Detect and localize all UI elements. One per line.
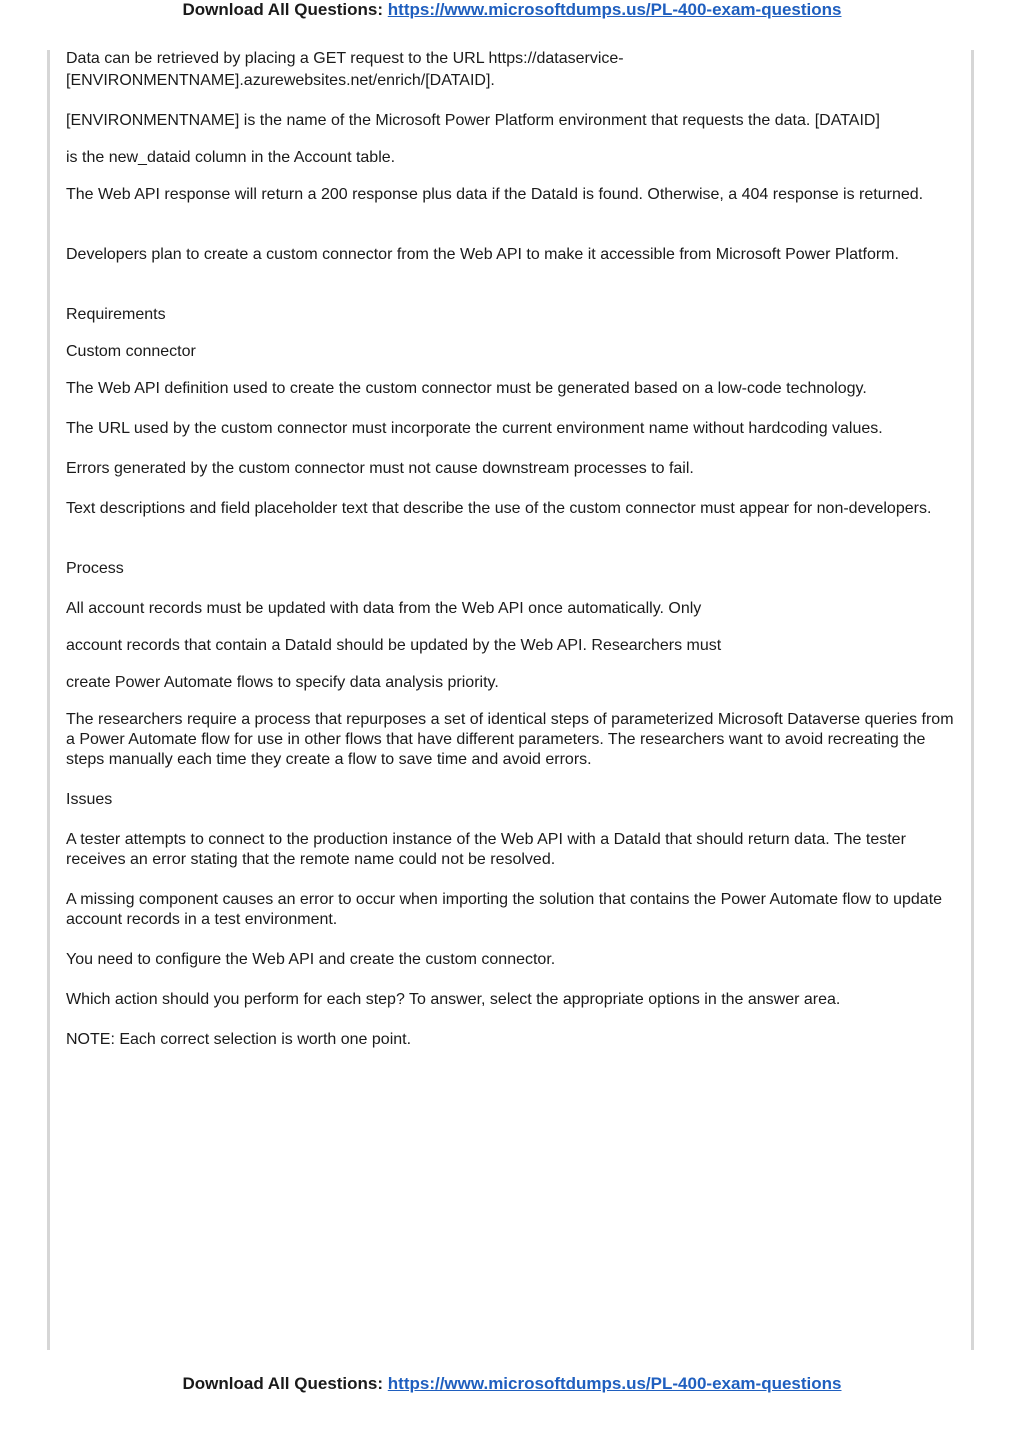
paragraph: You need to configure the Web API and create the custom connector.	[66, 951, 556, 968]
section-heading: Process	[66, 560, 124, 577]
header-banner	[0, 0, 1024, 20]
paragraph: Data can be retrieved by placing a GET request to the URL https://dataservice-	[66, 50, 624, 67]
paragraph: Text descriptions and field placeholder text that describe the use of the custom connector must appear for non-developers.	[66, 500, 932, 517]
paragraph: All account records must be updated with data from the Web API once automatically. Only	[66, 600, 702, 617]
banner-link[interactable]: https://www.microsoftdumps.us/PL-400-exam-questions	[387, 0, 842, 19]
section-heading: Issues	[66, 791, 113, 808]
right-border	[971, 50, 974, 1350]
paragraph: account records that contain a DataId should be updated by the Web API. Researchers must	[66, 637, 722, 654]
paragraph: [ENVIRONMENTNAME].azurewebsites.net/enrich/[DATAID].	[66, 72, 495, 89]
footer-banner	[0, 1374, 1024, 1394]
paragraph: The researchers require a process that repurposes a set of identical steps of parameterized Microsoft Dataverse queries from a Power Automate flow for use in other flows that have different parameters. The researchers want to avoid recreating the steps manually each time they create a flow to save time and avoid errors.	[66, 711, 954, 768]
banner-label: Download All Questions:	[182, 1374, 384, 1393]
section-heading: Custom connector	[66, 343, 196, 360]
left-border	[47, 50, 50, 1350]
section-heading: Requirements	[66, 306, 166, 323]
paragraph: A missing component causes an error to occur when importing the solution that contains the Power Automate flow to update account records in a test environment.	[66, 891, 943, 928]
paragraph: A tester attempts to connect to the production instance of the Web API with a DataId that should return data. The tester receives an error stating that the remote name could not be resolved.	[66, 831, 906, 868]
paragraph: Errors generated by the custom connector must not cause downstream processes to fail.	[66, 460, 694, 477]
paragraph: The URL used by the custom connector must incorporate the current environment name without hardcoding values.	[66, 420, 883, 437]
paragraph: create Power Automate flows to specify data analysis priority.	[66, 674, 499, 691]
note-text: NOTE: Each correct selection is worth one point.	[66, 1031, 412, 1048]
paragraph: Developers plan to create a custom connector from the Web API to make it accessible from Microsoft Power Platform.	[66, 246, 899, 263]
paragraph: The Web API definition used to create the custom connector must be generated based on a low-code technology.	[66, 380, 867, 397]
banner-link[interactable]: https://www.microsoftdumps.us/PL-400-exam-questions	[387, 1374, 842, 1393]
paragraph: Which action should you perform for each step? To answer, select the appropriate options in the answer area.	[66, 991, 841, 1008]
paragraph: The Web API response will return a 200 response plus data if the DataId is found. Otherwise, a 404 response is returned.	[66, 186, 924, 203]
paragraph: is the new_dataid column in the Account table.	[66, 149, 396, 166]
banner-label: Download All Questions:	[182, 0, 384, 19]
paragraph: [ENVIRONMENTNAME] is the name of the Microsoft Power Platform environment that requests the data. [DATAID]	[66, 112, 880, 129]
